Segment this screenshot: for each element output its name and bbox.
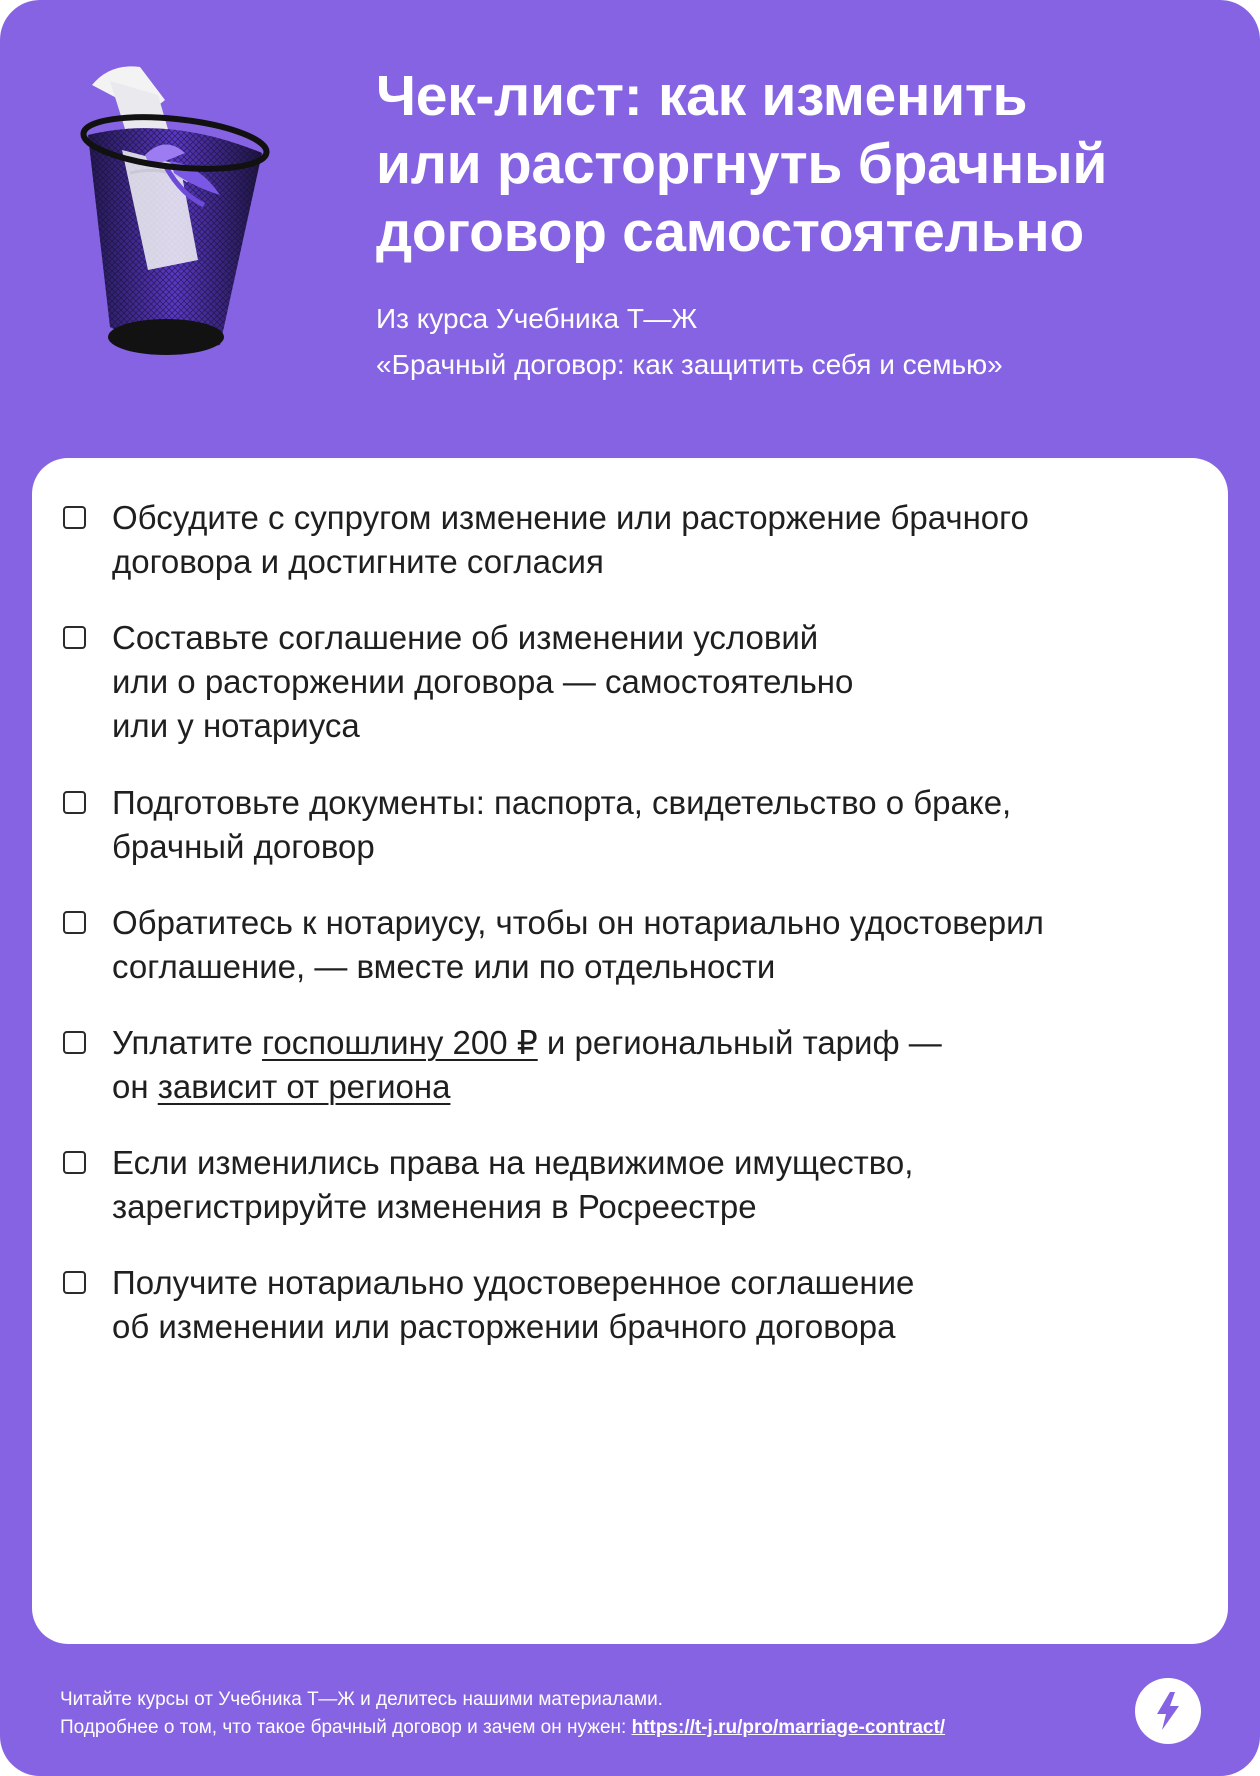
item-line: брачный договор bbox=[112, 828, 375, 865]
item-line: Обратитесь к нотариусу, чтобы он нотариально удостоверил bbox=[112, 904, 1044, 941]
subtitle-line: «Брачный договор: как защитить себя и семью» bbox=[376, 349, 1003, 380]
item-line: или о расторжении договора — самостоятельно bbox=[112, 663, 854, 700]
title-line: договор самостоятельно bbox=[376, 200, 1084, 264]
trash-bin-with-scroll-icon bbox=[70, 55, 310, 385]
item-line bbox=[112, 1021, 942, 1065]
item-line: или у нотариуса bbox=[112, 707, 360, 744]
footer bbox=[60, 1686, 945, 1742]
checklist-item-text bbox=[112, 901, 1044, 989]
lightning-icon bbox=[1135, 1678, 1201, 1744]
checkbox[interactable] bbox=[63, 791, 86, 814]
checkbox[interactable] bbox=[63, 1151, 86, 1174]
checklist-item-text bbox=[112, 1141, 913, 1229]
item-line: зарегистрируйте изменения в Росреестре bbox=[112, 1188, 757, 1225]
checkbox[interactable] bbox=[63, 1031, 86, 1054]
checklist-item-text bbox=[112, 1021, 942, 1109]
subtitle-line: Из курса Учебника Т—Ж bbox=[376, 303, 698, 334]
page-subtitle bbox=[376, 296, 1236, 388]
footer-text: Подробнее о том, что такое брачный договор и зачем он нужен: bbox=[60, 1717, 632, 1738]
checklist-item-text bbox=[112, 616, 853, 748]
checkbox[interactable] bbox=[63, 506, 86, 529]
checkbox[interactable] bbox=[63, 626, 86, 649]
checkbox[interactable] bbox=[63, 1271, 86, 1294]
checklist-item-text bbox=[112, 1261, 914, 1349]
item-line: Подготовьте документы: паспорта, свидетельство о браке, bbox=[112, 784, 1012, 821]
tj-lightning-logo-icon[interactable] bbox=[1135, 1678, 1201, 1744]
item-line: Если изменились права на недвижимое имущество, bbox=[112, 1144, 914, 1181]
text-fragment: Уплатите bbox=[112, 1024, 263, 1061]
item-line: Составьте соглашение об изменении условий bbox=[112, 619, 819, 656]
page-title bbox=[376, 62, 1236, 266]
item-line bbox=[112, 1065, 942, 1109]
region-tariff-link[interactable]: зависит от региона bbox=[157, 1068, 451, 1105]
checklist-item-text bbox=[112, 496, 1029, 584]
footer-line: Читайте курсы от Учебника Т—Ж и делитесь нашими материалами. bbox=[60, 1689, 663, 1710]
item-line: соглашение, — вместе или по отдельности bbox=[112, 948, 776, 985]
checklist-panel bbox=[32, 458, 1228, 1644]
footer-line bbox=[60, 1717, 945, 1738]
footer-link[interactable]: https://t-j.ru/pro/marriage-contract/ bbox=[631, 1717, 946, 1738]
item-line: договора и достигните согласия bbox=[112, 543, 604, 580]
title-line: Чек-лист: как изменить bbox=[376, 64, 1028, 128]
checkbox[interactable] bbox=[63, 911, 86, 934]
item-line: Получите нотариально удостоверенное соглашение bbox=[112, 1264, 915, 1301]
text-fragment: он bbox=[112, 1068, 158, 1105]
state-fee-link[interactable]: госпошлину 200 ₽ bbox=[262, 1024, 538, 1061]
checklist-item-text bbox=[112, 781, 1011, 869]
text-fragment: и региональный тариф — bbox=[537, 1024, 942, 1061]
item-line: об изменении или расторжении брачного договора bbox=[112, 1308, 896, 1345]
item-line: Обсудите с супругом изменение или расторжение брачного bbox=[112, 499, 1029, 536]
title-line: или расторгнуть брачный bbox=[376, 132, 1108, 196]
